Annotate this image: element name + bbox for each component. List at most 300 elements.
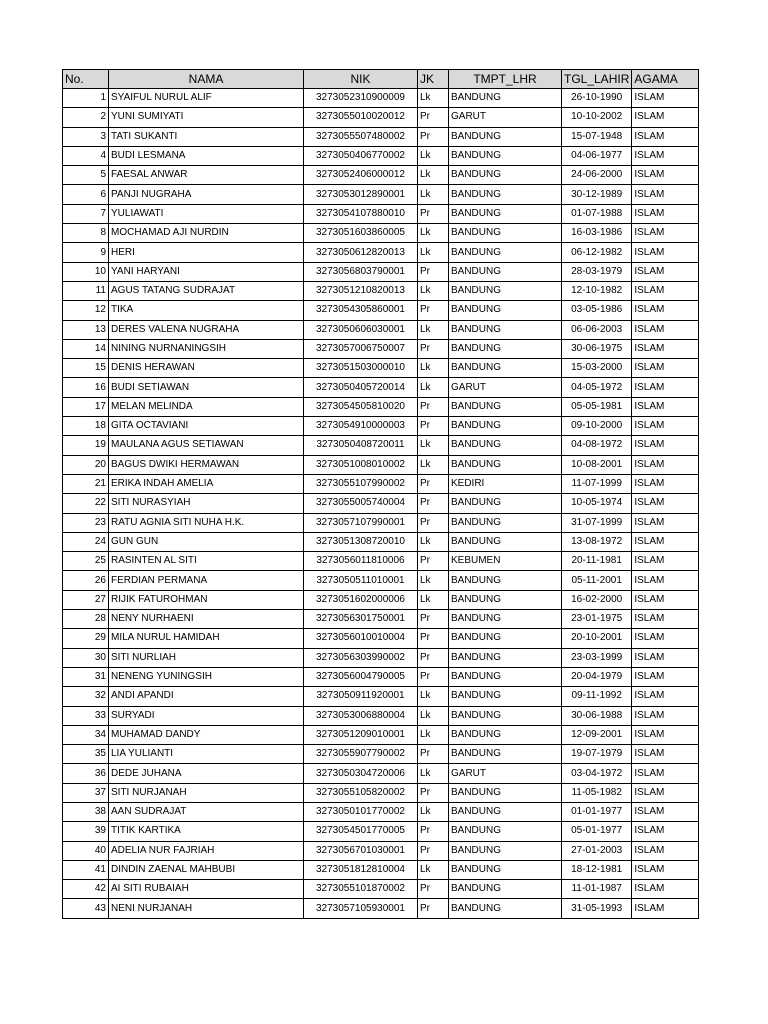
table-row — [63, 860, 699, 879]
table-row — [63, 166, 699, 185]
cell-tmpt-lhr: BANDUNG — [449, 667, 562, 686]
cell-nama: SITI NURASYIAH — [109, 494, 304, 513]
cell-tgl-lahir: 31-07-1999 — [562, 513, 632, 532]
cell-nama: SURYADI — [109, 706, 304, 725]
cell-nik: 3273050406770002 — [304, 146, 418, 165]
cell-no: 32 — [63, 687, 109, 706]
cell-jk: Pr — [418, 667, 449, 686]
cell-no: 3 — [63, 127, 109, 146]
cell-nik: 3273051308720010 — [304, 532, 418, 551]
cell-tgl-lahir: 15-07-1948 — [562, 127, 632, 146]
cell-tmpt-lhr: BANDUNG — [449, 339, 562, 358]
cell-agama: ISLAM — [632, 339, 699, 358]
cell-no: 29 — [63, 629, 109, 648]
table-body — [63, 89, 699, 919]
cell-tmpt-lhr: BANDUNG — [449, 571, 562, 590]
cell-nik: 3273050606030001 — [304, 320, 418, 339]
cell-no: 40 — [63, 841, 109, 860]
cell-agama: ISLAM — [632, 513, 699, 532]
cell-jk: Pr — [418, 127, 449, 146]
cell-nama: BUDI LESMANA — [109, 146, 304, 165]
cell-nama: SITI NURLIAH — [109, 648, 304, 667]
table-row — [63, 494, 699, 513]
cell-agama: ISLAM — [632, 571, 699, 590]
cell-jk: Lk — [418, 243, 449, 262]
cell-nik: 3273056701030001 — [304, 841, 418, 860]
cell-no: 20 — [63, 455, 109, 474]
cell-nik: 3273055507480002 — [304, 127, 418, 146]
table-row — [63, 185, 699, 204]
table-row — [63, 320, 699, 339]
cell-nik: 3273051209010001 — [304, 725, 418, 744]
table-row — [63, 648, 699, 667]
cell-tmpt-lhr: BANDUNG — [449, 185, 562, 204]
cell-tmpt-lhr: BANDUNG — [449, 436, 562, 455]
cell-agama: ISLAM — [632, 378, 699, 397]
cell-no: 7 — [63, 204, 109, 223]
cell-tmpt-lhr: BANDUNG — [449, 610, 562, 629]
cell-tgl-lahir: 12-10-1982 — [562, 281, 632, 300]
cell-tgl-lahir: 05-11-2001 — [562, 571, 632, 590]
cell-tgl-lahir: 23-03-1999 — [562, 648, 632, 667]
cell-agama: ISLAM — [632, 860, 699, 879]
cell-jk: Lk — [418, 455, 449, 474]
cell-tgl-lahir: 15-03-2000 — [562, 359, 632, 378]
cell-nama: MUHAMAD DANDY — [109, 725, 304, 744]
cell-no: 17 — [63, 397, 109, 416]
cell-tmpt-lhr: BANDUNG — [449, 301, 562, 320]
cell-nik: 3273051503000010 — [304, 359, 418, 378]
table-row — [63, 281, 699, 300]
cell-nama: GUN GUN — [109, 532, 304, 551]
cell-tmpt-lhr: BANDUNG — [449, 745, 562, 764]
cell-tgl-lahir: 20-10-2001 — [562, 629, 632, 648]
cell-tmpt-lhr: BANDUNG — [449, 146, 562, 165]
cell-nik: 3273056011810006 — [304, 552, 418, 571]
column-header-nama: NAMA — [109, 70, 304, 89]
cell-jk: Lk — [418, 224, 449, 243]
cell-nik: 3273054305860001 — [304, 301, 418, 320]
cell-no: 38 — [63, 802, 109, 821]
cell-jk: Pr — [418, 417, 449, 436]
cell-tgl-lahir: 11-05-1982 — [562, 783, 632, 802]
cell-no: 24 — [63, 532, 109, 551]
cell-agama: ISLAM — [632, 841, 699, 860]
cell-tmpt-lhr: BANDUNG — [449, 243, 562, 262]
cell-no: 42 — [63, 880, 109, 899]
cell-nama: SYAIFUL NURUL ALIF — [109, 89, 304, 108]
cell-tmpt-lhr: BANDUNG — [449, 706, 562, 725]
cell-no: 15 — [63, 359, 109, 378]
cell-tgl-lahir: 30-12-1989 — [562, 185, 632, 204]
column-header-nik: NIK — [304, 70, 418, 89]
table-row — [63, 532, 699, 551]
cell-no: 19 — [63, 436, 109, 455]
cell-tgl-lahir: 04-06-1977 — [562, 146, 632, 165]
cell-nik: 3273055907790002 — [304, 745, 418, 764]
cell-nik: 3273050304720006 — [304, 764, 418, 783]
cell-no: 22 — [63, 494, 109, 513]
table-row — [63, 571, 699, 590]
cell-nama: NENY NURHAENI — [109, 610, 304, 629]
cell-tmpt-lhr: BANDUNG — [449, 320, 562, 339]
cell-jk: Lk — [418, 802, 449, 821]
cell-jk: Pr — [418, 204, 449, 223]
cell-nik: 3273054501770005 — [304, 822, 418, 841]
table-row — [63, 474, 699, 493]
cell-no: 35 — [63, 745, 109, 764]
cell-tgl-lahir: 11-07-1999 — [562, 474, 632, 493]
cell-jk: Lk — [418, 166, 449, 185]
table-row — [63, 204, 699, 223]
column-header-tmpt-lhr: TMPT_LHR — [449, 70, 562, 89]
cell-agama: ISLAM — [632, 455, 699, 474]
cell-agama: ISLAM — [632, 552, 699, 571]
cell-agama: ISLAM — [632, 764, 699, 783]
table-row — [63, 899, 699, 918]
cell-nik: 3273052406000012 — [304, 166, 418, 185]
cell-agama: ISLAM — [632, 397, 699, 416]
cell-nama: RASINTEN AL SITI — [109, 552, 304, 571]
cell-agama: ISLAM — [632, 185, 699, 204]
cell-tgl-lahir: 28-03-1979 — [562, 262, 632, 281]
cell-no: 36 — [63, 764, 109, 783]
cell-tgl-lahir: 20-11-1981 — [562, 552, 632, 571]
cell-nik: 3273051210820013 — [304, 281, 418, 300]
cell-tmpt-lhr: BANDUNG — [449, 725, 562, 744]
table-row — [63, 783, 699, 802]
cell-nik: 3273055010020012 — [304, 108, 418, 127]
cell-agama: ISLAM — [632, 108, 699, 127]
cell-jk: Lk — [418, 89, 449, 108]
cell-jk: Pr — [418, 610, 449, 629]
cell-agama: ISLAM — [632, 822, 699, 841]
cell-jk: Lk — [418, 146, 449, 165]
cell-nik: 3273050101770002 — [304, 802, 418, 821]
cell-tgl-lahir: 30-06-1988 — [562, 706, 632, 725]
cell-no: 30 — [63, 648, 109, 667]
cell-tmpt-lhr: BANDUNG — [449, 224, 562, 243]
cell-agama: ISLAM — [632, 320, 699, 339]
cell-nama: HERI — [109, 243, 304, 262]
cell-nama: MILA NURUL HAMIDAH — [109, 629, 304, 648]
cell-agama: ISLAM — [632, 166, 699, 185]
cell-jk: Lk — [418, 764, 449, 783]
cell-jk: Lk — [418, 590, 449, 609]
cell-tgl-lahir: 31-05-1993 — [562, 899, 632, 918]
cell-nama: DERES VALENA NUGRAHA — [109, 320, 304, 339]
cell-nama: GITA OCTAVIANI — [109, 417, 304, 436]
cell-tgl-lahir: 10-05-1974 — [562, 494, 632, 513]
cell-tmpt-lhr: BANDUNG — [449, 513, 562, 532]
cell-no: 41 — [63, 860, 109, 879]
cell-no: 4 — [63, 146, 109, 165]
cell-nama: NINING NURNANINGSIH — [109, 339, 304, 358]
cell-nama: AGUS TATANG SUDRAJAT — [109, 281, 304, 300]
cell-no: 18 — [63, 417, 109, 436]
cell-tgl-lahir: 13-08-1972 — [562, 532, 632, 551]
cell-nik: 3273050408720011 — [304, 436, 418, 455]
cell-no: 6 — [63, 185, 109, 204]
cell-tgl-lahir: 04-08-1972 — [562, 436, 632, 455]
cell-agama: ISLAM — [632, 301, 699, 320]
table-row — [63, 339, 699, 358]
cell-jk: Pr — [418, 552, 449, 571]
cell-tmpt-lhr: BANDUNG — [449, 281, 562, 300]
cell-tgl-lahir: 01-01-1977 — [562, 802, 632, 821]
cell-jk: Lk — [418, 281, 449, 300]
cell-tgl-lahir: 16-02-2000 — [562, 590, 632, 609]
column-header-jk: JK — [418, 70, 449, 89]
cell-tmpt-lhr: BANDUNG — [449, 89, 562, 108]
cell-no: 1 — [63, 89, 109, 108]
table-row — [63, 359, 699, 378]
cell-nama: TIKA — [109, 301, 304, 320]
cell-tgl-lahir: 18-12-1981 — [562, 860, 632, 879]
cell-tmpt-lhr: BANDUNG — [449, 532, 562, 551]
cell-tmpt-lhr: BANDUNG — [449, 802, 562, 821]
cell-tmpt-lhr: BANDUNG — [449, 494, 562, 513]
cell-tgl-lahir: 09-10-2000 — [562, 417, 632, 436]
cell-agama: ISLAM — [632, 648, 699, 667]
cell-tgl-lahir: 10-08-2001 — [562, 455, 632, 474]
cell-tmpt-lhr: GARUT — [449, 108, 562, 127]
cell-nama: YULIAWATI — [109, 204, 304, 223]
cell-tmpt-lhr: BANDUNG — [449, 417, 562, 436]
table-row — [63, 687, 699, 706]
cell-tmpt-lhr: BANDUNG — [449, 822, 562, 841]
cell-jk: Pr — [418, 474, 449, 493]
cell-tgl-lahir: 20-04-1979 — [562, 667, 632, 686]
cell-no: 14 — [63, 339, 109, 358]
table-row — [63, 301, 699, 320]
cell-jk: Pr — [418, 899, 449, 918]
cell-agama: ISLAM — [632, 224, 699, 243]
cell-agama: ISLAM — [632, 590, 699, 609]
cell-nama: MAULANA AGUS SETIAWAN — [109, 436, 304, 455]
cell-tgl-lahir: 19-07-1979 — [562, 745, 632, 764]
cell-tmpt-lhr: BANDUNG — [449, 455, 562, 474]
cell-agama: ISLAM — [632, 494, 699, 513]
cell-jk: Lk — [418, 725, 449, 744]
cell-no: 23 — [63, 513, 109, 532]
cell-nama: TITIK KARTIKA — [109, 822, 304, 841]
cell-nama: LIA YULIANTI — [109, 745, 304, 764]
cell-no: 9 — [63, 243, 109, 262]
cell-agama: ISLAM — [632, 687, 699, 706]
cell-tmpt-lhr: KEDIRI — [449, 474, 562, 493]
cell-nama: DINDIN ZAENAL MAHBUBI — [109, 860, 304, 879]
cell-no: 10 — [63, 262, 109, 281]
cell-tgl-lahir: 26-10-1990 — [562, 89, 632, 108]
cell-jk: Pr — [418, 513, 449, 532]
cell-nik: 3273050511010001 — [304, 571, 418, 590]
cell-agama: ISLAM — [632, 532, 699, 551]
cell-nik: 3273056010010004 — [304, 629, 418, 648]
cell-tmpt-lhr: BANDUNG — [449, 359, 562, 378]
cell-nik: 3273054505810020 — [304, 397, 418, 416]
cell-no: 33 — [63, 706, 109, 725]
cell-agama: ISLAM — [632, 474, 699, 493]
data-table — [62, 69, 699, 919]
cell-no: 11 — [63, 281, 109, 300]
cell-tgl-lahir: 03-05-1986 — [562, 301, 632, 320]
cell-nik: 3273057006750007 — [304, 339, 418, 358]
cell-no: 12 — [63, 301, 109, 320]
cell-no: 27 — [63, 590, 109, 609]
cell-nik: 3273050405720014 — [304, 378, 418, 397]
cell-nama: ERIKA INDAH AMELIA — [109, 474, 304, 493]
cell-no: 13 — [63, 320, 109, 339]
cell-jk: Pr — [418, 629, 449, 648]
cell-tmpt-lhr: BANDUNG — [449, 590, 562, 609]
table-row — [63, 397, 699, 416]
cell-nik: 3273056301750001 — [304, 610, 418, 629]
cell-nik: 3273050911920001 — [304, 687, 418, 706]
table-row — [63, 127, 699, 146]
cell-no: 31 — [63, 667, 109, 686]
column-header-agama: AGAMA — [632, 70, 699, 89]
cell-nama: ANDI APANDI — [109, 687, 304, 706]
cell-tmpt-lhr: KEBUMEN — [449, 552, 562, 571]
cell-nik: 3273055107990002 — [304, 474, 418, 493]
table-row — [63, 629, 699, 648]
cell-jk: Pr — [418, 339, 449, 358]
cell-tmpt-lhr: BANDUNG — [449, 841, 562, 860]
cell-jk: Lk — [418, 359, 449, 378]
cell-no: 25 — [63, 552, 109, 571]
cell-jk: Pr — [418, 822, 449, 841]
cell-tmpt-lhr: BANDUNG — [449, 629, 562, 648]
table-row — [63, 725, 699, 744]
cell-no: 28 — [63, 610, 109, 629]
cell-tmpt-lhr: BANDUNG — [449, 166, 562, 185]
cell-jk: Lk — [418, 320, 449, 339]
cell-nama: AAN SUDRAJAT — [109, 802, 304, 821]
cell-agama: ISLAM — [632, 706, 699, 725]
cell-jk: Lk — [418, 436, 449, 455]
cell-tmpt-lhr: BANDUNG — [449, 204, 562, 223]
table-row — [63, 590, 699, 609]
cell-tmpt-lhr: BANDUNG — [449, 687, 562, 706]
table-row — [63, 764, 699, 783]
column-header-no: No. — [63, 70, 109, 89]
table-row — [63, 610, 699, 629]
cell-agama: ISLAM — [632, 262, 699, 281]
cell-jk: Pr — [418, 880, 449, 899]
cell-tmpt-lhr: BANDUNG — [449, 899, 562, 918]
cell-nik: 3273051602000006 — [304, 590, 418, 609]
column-header-tgl-lahir: TGL_LAHIR — [562, 70, 632, 89]
cell-agama: ISLAM — [632, 417, 699, 436]
cell-jk: Lk — [418, 532, 449, 551]
cell-jk: Lk — [418, 571, 449, 590]
cell-tgl-lahir: 04-05-1972 — [562, 378, 632, 397]
cell-tgl-lahir: 10-10-2002 — [562, 108, 632, 127]
cell-nik: 3273053006880004 — [304, 706, 418, 725]
cell-nama: BAGUS DWIKI HERMAWAN — [109, 455, 304, 474]
cell-jk: Lk — [418, 185, 449, 204]
cell-tgl-lahir: 12-09-2001 — [562, 725, 632, 744]
table-row — [63, 552, 699, 571]
table-row — [63, 706, 699, 725]
cell-agama: ISLAM — [632, 745, 699, 764]
table-row — [63, 745, 699, 764]
cell-tmpt-lhr: GARUT — [449, 378, 562, 397]
table-row — [63, 224, 699, 243]
cell-tgl-lahir: 30-06-1975 — [562, 339, 632, 358]
cell-nik: 3273051812810004 — [304, 860, 418, 879]
cell-agama: ISLAM — [632, 899, 699, 918]
table-row — [63, 841, 699, 860]
cell-tgl-lahir: 24-06-2000 — [562, 166, 632, 185]
cell-nik: 3273054910000003 — [304, 417, 418, 436]
cell-agama: ISLAM — [632, 629, 699, 648]
cell-tmpt-lhr: BANDUNG — [449, 127, 562, 146]
cell-no: 21 — [63, 474, 109, 493]
cell-jk: Pr — [418, 841, 449, 860]
table-row — [63, 667, 699, 686]
table-row — [63, 417, 699, 436]
cell-nama: YANI HARYANI — [109, 262, 304, 281]
cell-tgl-lahir: 06-06-2003 — [562, 320, 632, 339]
cell-nama: DEDE JUHANA — [109, 764, 304, 783]
cell-tmpt-lhr: BANDUNG — [449, 397, 562, 416]
cell-tgl-lahir: 09-11-1992 — [562, 687, 632, 706]
cell-nik: 3273056004790005 — [304, 667, 418, 686]
cell-agama: ISLAM — [632, 610, 699, 629]
cell-nama: MOCHAMAD AJI NURDIN — [109, 224, 304, 243]
cell-jk: Pr — [418, 301, 449, 320]
cell-nik: 3273057107990001 — [304, 513, 418, 532]
table-row — [63, 822, 699, 841]
table-row — [63, 513, 699, 532]
cell-tgl-lahir: 11-01-1987 — [562, 880, 632, 899]
cell-nama: AI SITI RUBAIAH — [109, 880, 304, 899]
cell-no: 37 — [63, 783, 109, 802]
cell-tgl-lahir: 03-04-1972 — [562, 764, 632, 783]
cell-nik: 3273055005740004 — [304, 494, 418, 513]
table-row — [63, 146, 699, 165]
cell-jk: Lk — [418, 860, 449, 879]
cell-tmpt-lhr: BANDUNG — [449, 648, 562, 667]
cell-nama: BUDI SETIAWAN — [109, 378, 304, 397]
cell-tgl-lahir: 16-03-1986 — [562, 224, 632, 243]
cell-jk: Pr — [418, 262, 449, 281]
cell-agama: ISLAM — [632, 89, 699, 108]
cell-nama: SITI NURJANAH — [109, 783, 304, 802]
cell-nama: DENIS HERAWAN — [109, 359, 304, 378]
cell-jk: Pr — [418, 108, 449, 127]
cell-agama: ISLAM — [632, 783, 699, 802]
cell-tmpt-lhr: GARUT — [449, 764, 562, 783]
cell-nik: 3273053012890001 — [304, 185, 418, 204]
cell-agama: ISLAM — [632, 667, 699, 686]
table-row — [63, 89, 699, 108]
cell-jk: Pr — [418, 648, 449, 667]
cell-agama: ISLAM — [632, 880, 699, 899]
cell-tmpt-lhr: BANDUNG — [449, 783, 562, 802]
cell-no: 26 — [63, 571, 109, 590]
table-row — [63, 243, 699, 262]
cell-agama: ISLAM — [632, 146, 699, 165]
cell-nama: NENENG YUNINGSIH — [109, 667, 304, 686]
cell-no: 34 — [63, 725, 109, 744]
cell-no: 2 — [63, 108, 109, 127]
cell-nik: 3273056303990002 — [304, 648, 418, 667]
header-row — [63, 70, 699, 89]
cell-nik: 3273055105820002 — [304, 783, 418, 802]
